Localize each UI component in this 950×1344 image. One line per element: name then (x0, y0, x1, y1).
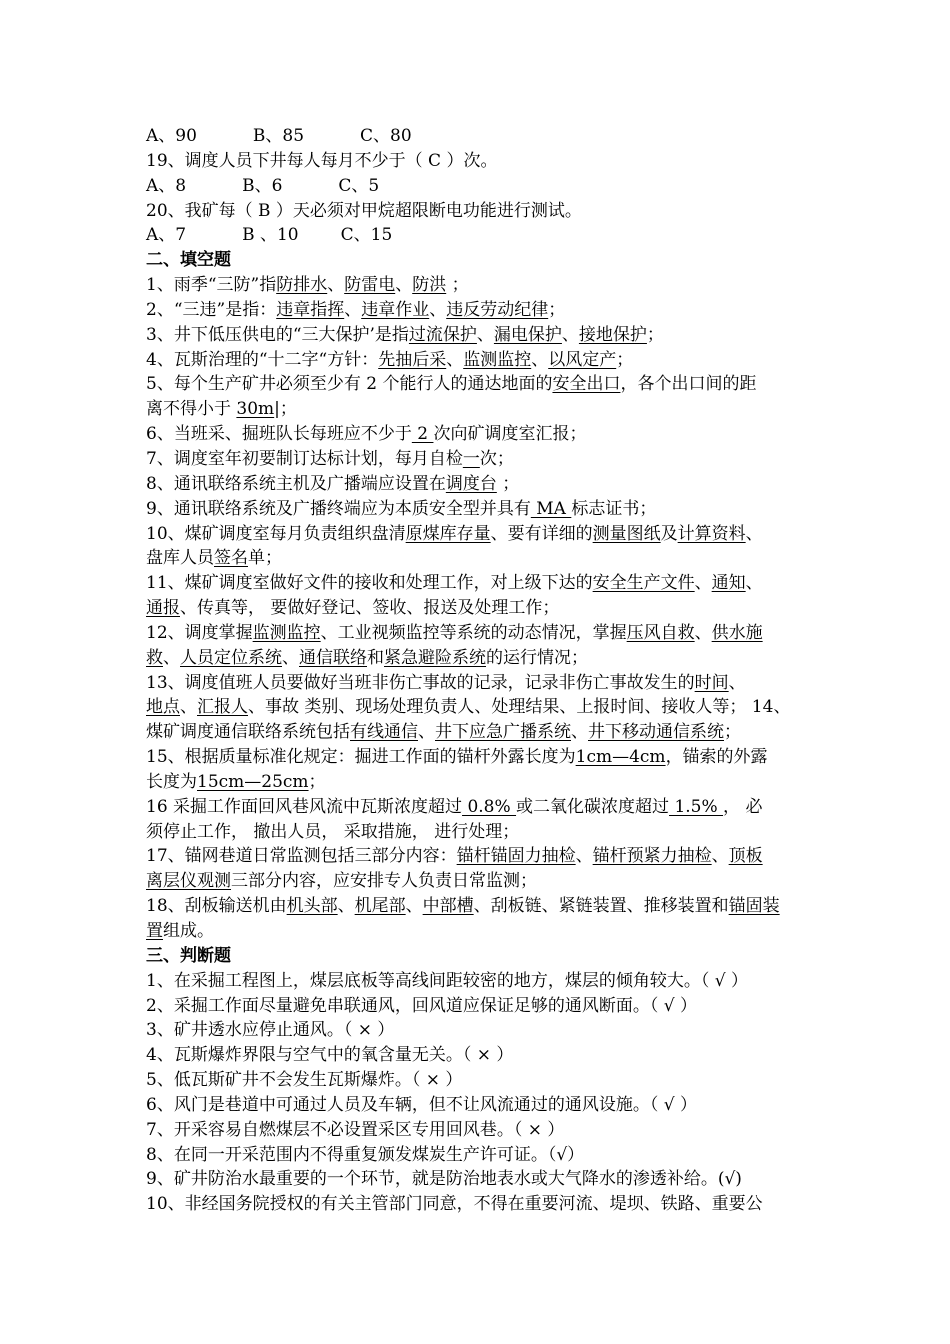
answer-blank: 时间 (694, 672, 729, 693)
text-run: 、 (694, 573, 712, 594)
text-line (146, 199, 810, 224)
text-run: 组成。 (163, 921, 214, 941)
answer-blank: 30m (236, 399, 275, 420)
text-line (146, 323, 810, 348)
answer-blank: 调度台 (445, 473, 497, 494)
text-run: B、85 (252, 126, 305, 146)
answer-blank: 1.5% (669, 796, 724, 817)
text-run: |； (274, 399, 297, 420)
text-run: 和 (367, 647, 384, 668)
text-line (146, 497, 810, 522)
text-run: 标志证书； (571, 498, 657, 519)
text-run: ； (446, 275, 469, 296)
answer-blank: 锚固装 (728, 896, 780, 917)
text-run: ； (496, 473, 520, 494)
answer-blank: 救 (146, 647, 163, 668)
text-run: 6、风门是巷道中可通过人员及车辆，但不让风流通过的通风设施。（ √ ） (146, 1094, 697, 1115)
answer-blank: 1cm—4cm (575, 747, 666, 768)
text-run: 、 (395, 275, 413, 296)
text-run: ，锚索的外露 (665, 747, 768, 768)
text-line (146, 596, 810, 621)
text-run: 、 (418, 722, 435, 743)
answer-blank: 监测监控 (463, 349, 532, 370)
answer-blank: 测量图纸 (592, 523, 661, 544)
text-run: C、5 (338, 175, 380, 196)
text-line (146, 372, 810, 397)
text-line (146, 1118, 810, 1143)
text-run: 、要有详细的 (490, 523, 593, 544)
text-run: B 、10 (242, 225, 299, 246)
text-run: C、15 (340, 225, 393, 246)
text-run: 、传真等， 要做好登记、签收、报送及处理工作； (180, 598, 560, 619)
text-line (146, 397, 810, 422)
answer-blank: 离层仪观测 (146, 871, 231, 892)
text-line (146, 174, 810, 199)
text-line (146, 124, 810, 149)
text-run: 5、低瓦斯矿井不会发生瓦斯爆炸。（ × ） (146, 1070, 463, 1091)
answer-blank: 过流保护 (408, 324, 477, 345)
text-run: 或二氧化碳浓度超过 (516, 796, 670, 817)
text-line (146, 671, 810, 696)
answer-blank: 防洪 (412, 275, 447, 296)
text-run: 、 (446, 349, 464, 370)
answer-blank: 防雷电 (344, 275, 396, 296)
text-line (146, 522, 810, 547)
text-line (146, 298, 810, 323)
answer-blank: 置 (146, 921, 163, 941)
text-run: 13、调度值班人员要做好当班非伤亡事故的记录，记录非伤亡事故发生的 (146, 672, 695, 693)
text-run: 、 (575, 846, 593, 867)
text-run: 三部分内容，应安排专人负责日常监测； (231, 871, 537, 892)
text-run: 6、当班采、掘班队长每班应不少于 (146, 424, 412, 445)
text-run: 16 采掘工作面回风巷风流中瓦斯浓度超过 (146, 796, 463, 817)
text-run: B、6 (242, 175, 283, 196)
answer-blank: 以风定产 (548, 349, 617, 370)
text-run: 次向矿调度室汇报； (433, 424, 587, 445)
text-run: 、 (429, 299, 447, 320)
text-run: 8、在同一开采范围内不得重复颁发煤炭生产许可证。（√） (146, 1144, 585, 1165)
text-run: 1、雨季“三防”指 (146, 275, 277, 296)
text-run: 5、每个生产矿井必须至少有 2 个能行人的通达地面的 (146, 374, 553, 395)
text-line (146, 422, 810, 447)
document-page (146, 124, 810, 1217)
answer-blank: 安全出口 (552, 374, 621, 395)
text-run: 2、采掘工作面尽量避免串联通风，回风道应保证足够的通风断面。（ √ ） (146, 995, 697, 1016)
text-run: 15、根据质量标准化规定：掘进工作面的锚杆外露长度为 (146, 747, 576, 768)
text-line (146, 1068, 810, 1093)
answer-blank: 违章指挥 (276, 299, 345, 320)
answer-blank: 原煤库存量 (405, 523, 491, 544)
text-run: 12、调度掌握 (146, 622, 253, 643)
text-run: 2、“三违”是指： (146, 299, 277, 320)
text-line (146, 1167, 810, 1192)
text-run: A、7 (146, 225, 187, 246)
text-line (146, 571, 810, 596)
answer-blank: 违章作业 (361, 299, 430, 320)
text-line (146, 248, 810, 273)
text-run: ； (616, 349, 634, 370)
answer-blank: 紧急避险系统 (384, 647, 486, 668)
text-run: 、 (745, 523, 763, 544)
answer-blank: 机头部 (286, 896, 338, 917)
answer-blank: 安全生产文件 (592, 573, 695, 594)
text-run: 、 (327, 275, 345, 296)
text-run: 、 (476, 324, 494, 345)
answer-blank: 地点 (146, 697, 180, 718)
section-heading: 二、填空题 (146, 250, 231, 271)
text-line (146, 1143, 810, 1168)
text-run: 1、在采掘工程图上，煤层底板等高线间距较密的地方，煤层的倾角较大。（ √ ） (146, 970, 748, 991)
text-run: 、 (728, 672, 746, 693)
text-run: 20、我矿每（ B ）天必须对甲烷超限断电功能进行测试。 (146, 200, 582, 221)
text-run: 10、非经国务院授权的有关主管部门同意，不得在重要河流、堤坝、铁路、重要公 (146, 1194, 763, 1215)
text-run: 、 (745, 573, 763, 594)
answer-blank: 通知 (711, 573, 746, 594)
text-run: 的运行情况； (486, 647, 588, 668)
text-run: ， 必 (723, 796, 763, 817)
text-line (146, 745, 810, 770)
answer-blank: 锚杆预紧力抽检 (592, 846, 712, 867)
text-run: 、 (694, 622, 712, 643)
answer-blank: MA (530, 498, 572, 519)
text-line (146, 919, 810, 944)
text-run: 、刮板链、紧链装置、推移装置和 (473, 896, 729, 917)
text-run: 须停止工作， 撤出人员， 采取措施， 进行处理； (146, 821, 520, 842)
answer-blank: 签名 (214, 548, 248, 569)
text-line (146, 770, 810, 795)
text-run: ； (548, 299, 566, 320)
text-line (146, 695, 810, 720)
text-line (146, 1192, 810, 1217)
text-line (146, 969, 810, 994)
text-run: A、8 (146, 175, 187, 196)
text-run: 煤矿调度通信联络系统包括 (146, 722, 350, 743)
text-run: 19、调度人员下井每人每月不少于（ C ）次。 (146, 150, 498, 171)
answer-blank: 通报 (146, 598, 180, 619)
text-run: ； (308, 771, 326, 792)
text-run: 、 (282, 647, 299, 668)
answer-blank: 锚杆锚固力抽检 (456, 846, 576, 867)
answer-blank: 一 (462, 448, 480, 469)
text-run: 4、瓦斯治理的“十二字“方针： (146, 349, 379, 370)
text-run: 离不得小于 (146, 399, 237, 420)
answer-blank: 井下应急广播系统 (435, 722, 571, 743)
text-run: 7、开采容易自燃煤层不必设置采区专用回风巷。（ × ） (146, 1119, 565, 1140)
text-run: 长度为 (146, 771, 197, 792)
text-run: ，各个出口间的距 (620, 374, 757, 395)
answer-blank: 有线通信 (350, 722, 418, 743)
text-run: 3、井下低压供电的“三大保护’是指 (146, 324, 409, 345)
text-line (146, 1043, 810, 1068)
text-run: 、 (561, 324, 579, 345)
answer-blank: 机尾部 (354, 896, 406, 917)
text-run: 、 (163, 647, 180, 668)
text-run: C、80 (360, 126, 412, 146)
text-line (146, 447, 810, 472)
text-run: ； (724, 722, 741, 743)
answer-blank: 压风自救 (626, 622, 695, 643)
answer-blank: 井下移动通信系统 (588, 722, 724, 743)
text-line (146, 472, 810, 497)
text-run: 、 (531, 349, 549, 370)
text-run: 、工业视频监控等系统的动态情况，掌握 (320, 622, 627, 643)
answer-blank: 15cm—25cm (197, 771, 309, 792)
answer-blank: 监测监控 (252, 622, 321, 643)
text-run: 7、调度室年初要制订达标计划，每月自检 (146, 448, 463, 469)
text-line (146, 646, 810, 671)
text-run: 9、通讯联络系统及广播终端应为本质安全型并具有 (146, 498, 531, 519)
text-run: 、 (405, 896, 423, 917)
text-line (146, 149, 810, 174)
text-run: 11、煤矿调度室做好文件的接收和处理工作，对上级下达的 (146, 573, 593, 594)
answer-blank: 通信联络 (299, 647, 367, 668)
text-run: 4、瓦斯爆炸界限与空气中的氧含量无关。（ × ） (146, 1045, 514, 1066)
answer-blank: 0.8% (462, 796, 517, 817)
text-run: 、 (337, 896, 355, 917)
text-run: 18、刮板输送机由 (146, 896, 287, 917)
text-run: 9、矿井防治水最重要的一个环节，就是防治地表水或大气降水的渗透补给。(√) (146, 1169, 742, 1190)
text-run: 、 (711, 846, 729, 867)
text-run: 盘库人员 (146, 548, 214, 569)
text-line (146, 223, 810, 248)
text-line (146, 994, 810, 1019)
answer-blank: 汇报人 (197, 697, 248, 718)
answer-blank: 接地保护 (578, 324, 647, 345)
text-run: 10、煤矿调度室每月负责组织盘清 (146, 523, 406, 544)
answer-blank: 2 (411, 424, 434, 445)
answer-blank: 计算资料 (677, 523, 746, 544)
text-run: 、 (180, 697, 197, 718)
text-line (146, 1018, 810, 1043)
text-line (146, 273, 810, 298)
answer-blank: 供水施 (711, 622, 763, 643)
text-line (146, 894, 810, 919)
answer-blank: 漏电保护 (493, 324, 562, 345)
text-run: 8、通讯联络系统主机及广播端应设置在 (146, 473, 446, 494)
text-run: 、 (571, 722, 588, 743)
answer-blank: 防排水 (276, 275, 328, 296)
answer-blank: 人员定位系统 (180, 647, 282, 668)
text-line (146, 1093, 810, 1118)
text-line (146, 869, 810, 894)
text-run: 次； (479, 448, 514, 469)
text-line (146, 944, 810, 969)
answer-blank: 先抽后采 (378, 349, 447, 370)
answer-blank: 顶板 (728, 846, 763, 867)
text-run: ； (646, 324, 664, 345)
text-line (146, 820, 810, 845)
text-run: 、 (344, 299, 362, 320)
text-run: 17、锚网巷道日常监测包括三部分内容： (146, 846, 457, 867)
section-heading: 三、判断题 (146, 945, 231, 966)
text-run: 单； (248, 548, 282, 569)
answer-blank: 中部槽 (422, 896, 474, 917)
text-line (146, 720, 810, 745)
text-run: 及 (660, 523, 678, 544)
answer-blank: 违反劳动纪律 (446, 299, 549, 320)
text-line (146, 348, 810, 373)
text-line (146, 844, 810, 869)
text-line (146, 621, 810, 646)
text-line (146, 795, 810, 820)
text-run: 、事故 类别、现场处理负责人、处理结果、上报时间、接收人等； 14、 (248, 697, 791, 718)
text-run: A、90 (146, 126, 197, 146)
text-line (146, 546, 810, 571)
text-run: 3、矿井透水应停止通风。（ × ） (146, 1020, 395, 1041)
